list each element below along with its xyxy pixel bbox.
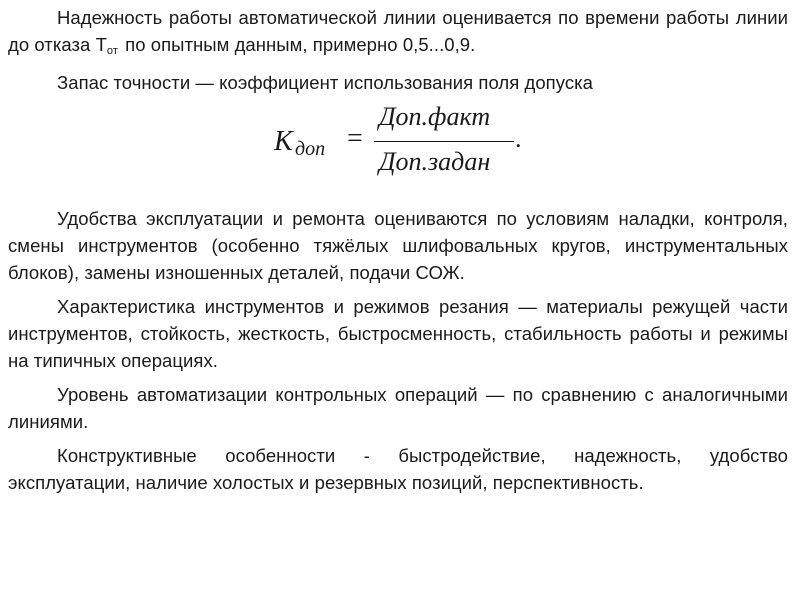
formula-numerator: Доп.факт: [379, 102, 491, 131]
formula-subscript: доп: [295, 138, 326, 160]
paragraph-tools-and-modes: Характеристика инструментов и режимов резания — материалы режущей части инструментов, стойкость, жесткость, быстросменность, стабильность работы и режимы на типичных операциях.: [8, 296, 788, 371]
tolerance-usage-formula: [8, 103, 788, 199]
formula-symbol: K: [274, 126, 293, 157]
paragraph-accuracy-margin: Запас точности — коэффициент использования поля допуска: [57, 72, 594, 93]
paragraph-maintenance: Удобства эксплуатации и ремонта оцениваются по условиям наладки, контроля, смены инструментов (особенно тяжёлых шлифовальных кругов, инструментальных блоков), замены изношенных деталей, подачи СОЖ.: [8, 208, 788, 283]
fraction-bar: [374, 141, 514, 142]
time-to-failure-subscript: от: [106, 45, 118, 57]
formula-terminator: .: [515, 124, 522, 153]
reliability-text-end: по опытным данным, примерно 0,5...0,9.: [119, 34, 476, 55]
formula-equals-sign: =: [347, 123, 363, 154]
formula-denominator: Доп.задан: [379, 147, 491, 176]
reliability-text-start: Надежность работы автоматической линии оценивается по времени работы линии до отказа Т: [8, 7, 788, 55]
paragraph-design-features: Конструктивные особенности - быстродействие, надежность, удобство эксплуатации, наличие холостых и резервных позиций, перспективность.: [8, 445, 788, 493]
paragraph-reliability: [8, 4, 788, 62]
paragraph-automation-level: Уровень автоматизации контрольных операций — по сравнению с аналогичными линиями.: [8, 384, 788, 432]
